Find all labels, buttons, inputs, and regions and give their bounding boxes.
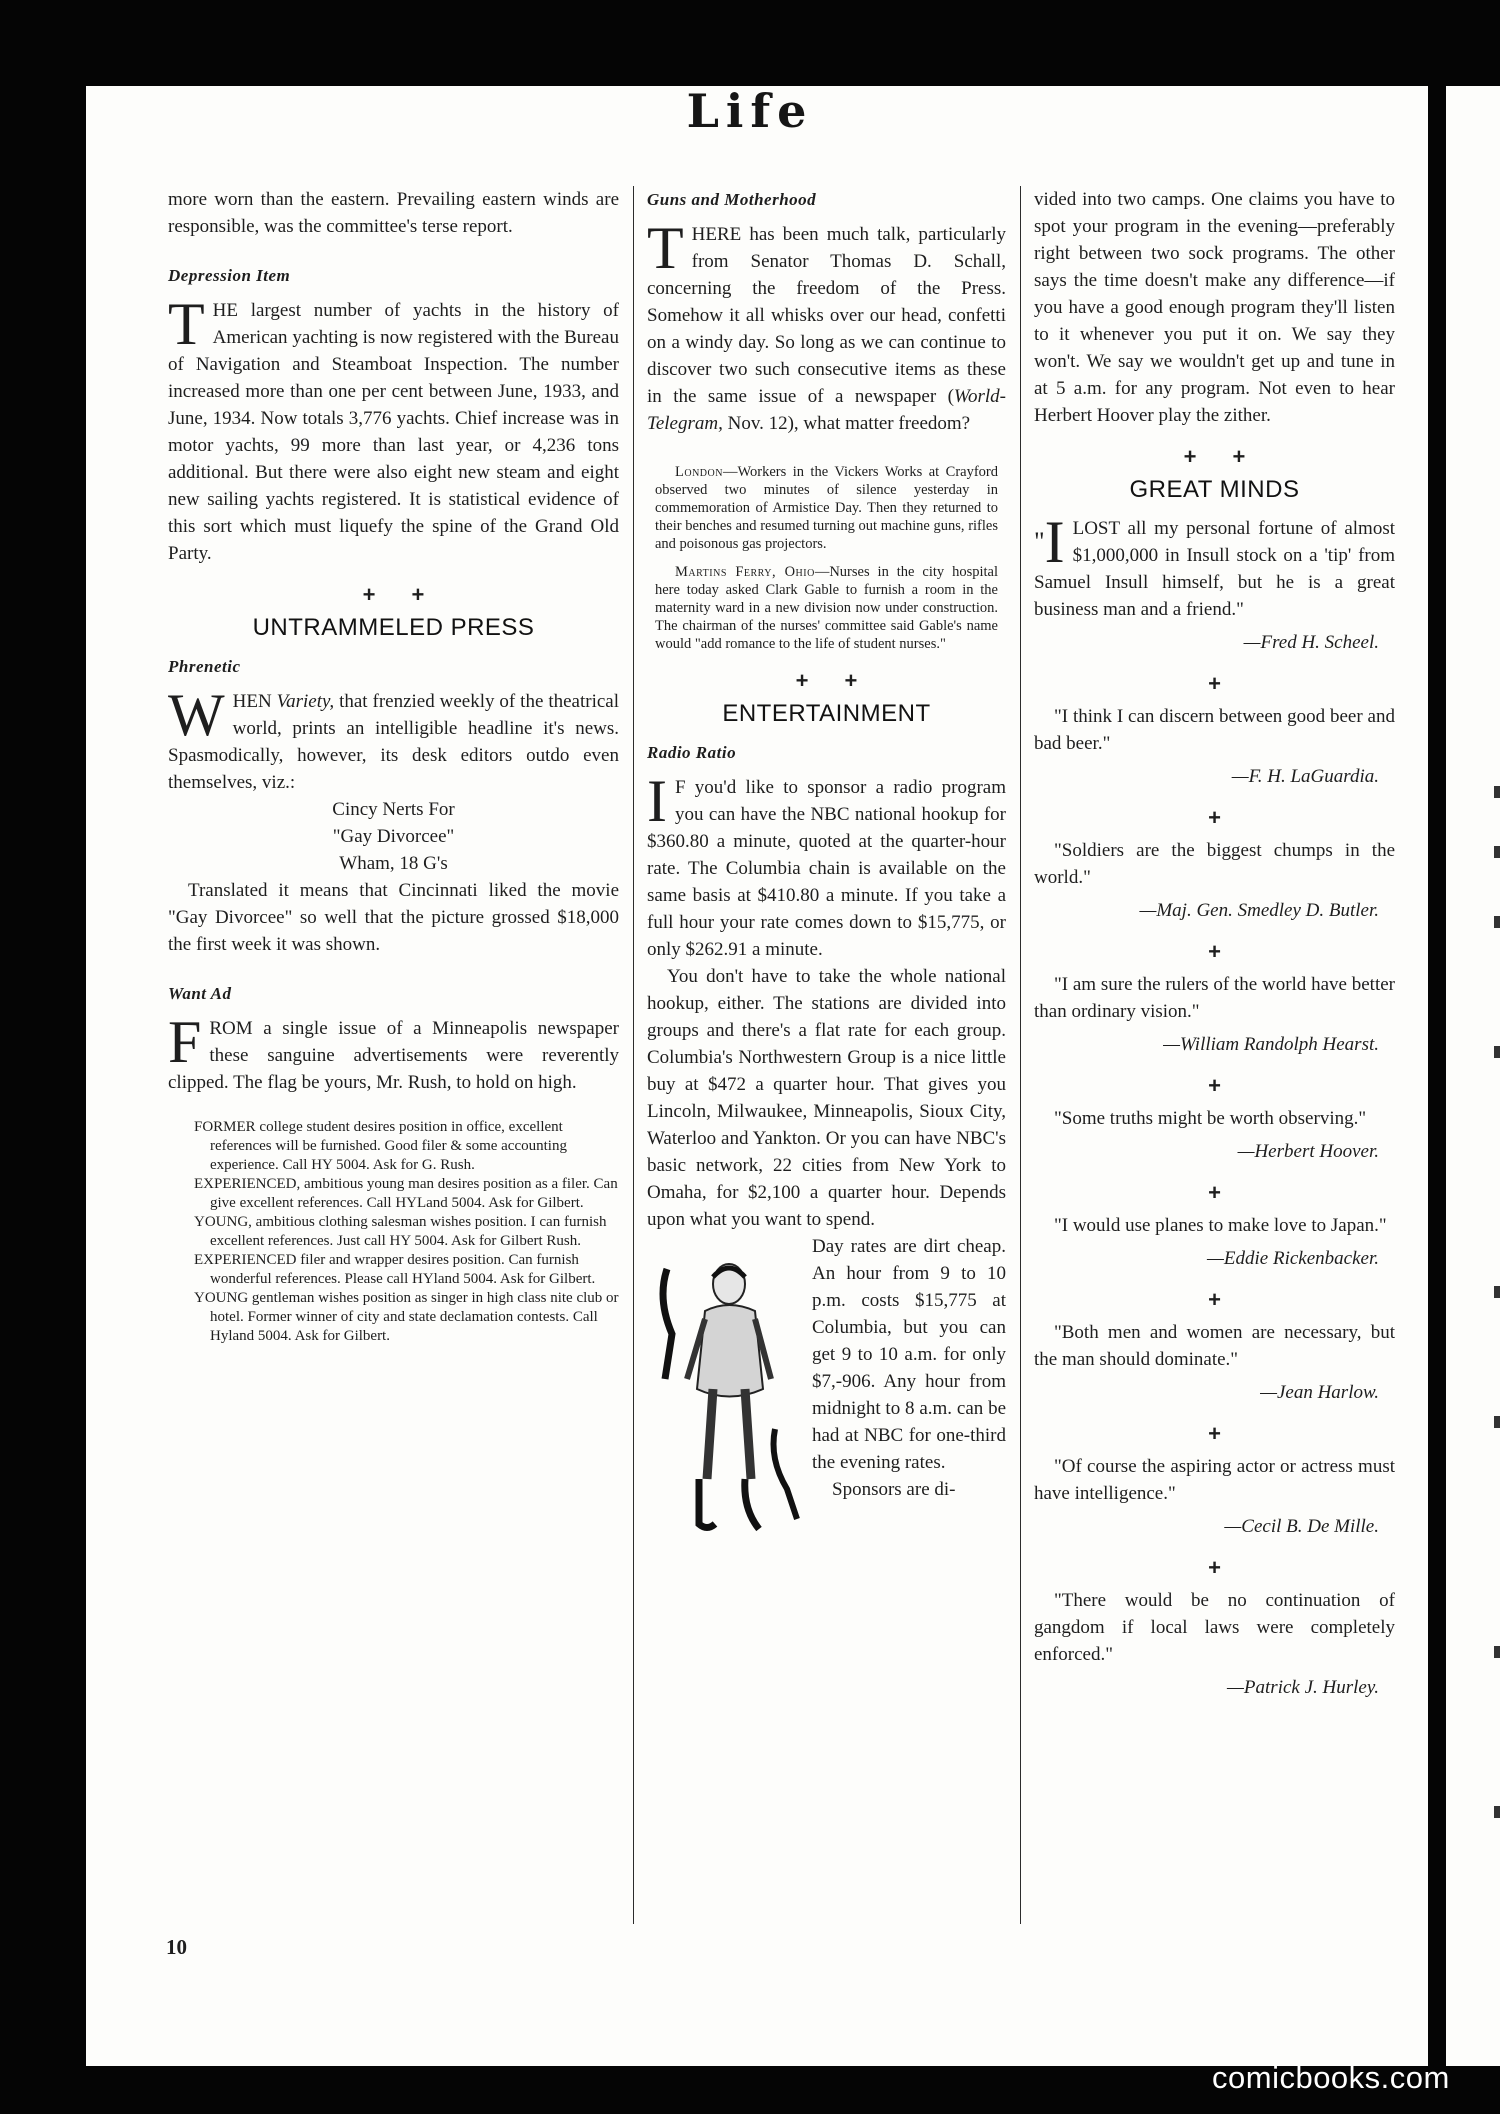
quote-divider: + [1208,1287,1221,1312]
phrenetic-body: WHEN Variety, that frenzied weekly of the theatrical world, prints an intelligible headline it's news. Spasmodically, however, its desk editors outdo even themselves, viz.: [168,682,619,793]
illustration-uniformed-man [647,1239,802,1539]
quote-attribution: —F. H. LaGuardia. [1231,766,1379,787]
heading-untrammeled-press: UNTRAMMELED PRESS [252,614,535,641]
quote-text: "I am sure the rulers of the world have better than ordinary vision." [1034,974,1395,1022]
carryover-text: more worn than the eastern. Prevailing eastern winds are responsible, was the committee's terse report. [168,189,619,237]
heading-entertainment: ENTERTAINMENT [722,700,931,727]
adjacent-page-edge [1446,86,1500,2066]
drop-cap: I [647,768,667,834]
subhead-guns-and-motherhood: Guns and Motherhood [647,190,817,209]
column-2 [647,186,1006,1539]
radio-ratio-body-4: Sponsors are di- [832,1479,956,1500]
quote-text: "I think I can discern between good beer and bad beer." [1034,706,1395,754]
quote-divider: + [1208,671,1221,696]
quote-scheel: "I LOST all my personal fortune of almost $1,000,000 in Insull stock on a 'tip' from Samuel Insull himself, but he is a great business man and a friend." [1034,509,1395,620]
drop-cap: F [168,1009,202,1075]
quote-attribution: —Maj. Gen. Smedley D. Butler. [1139,900,1379,921]
classified-ad: YOUNG gentleman wishes position as singer in high class nite club or hotel. Former winner of city and state declamation contests. Call Hyland 5004. Ask for Gilbert. [194,1290,619,1344]
headline-line: Wham, 18 G's [339,853,448,874]
heading-great-minds: GREAT MINDS [1129,476,1300,503]
radio-ratio-body: I F you'd like to sponsor a radio program you can have the NBC national hookup for $360.80 a minute, quoted at the quarter-hour rate. The Columbia chain is available on the same basis at $410.80 a minute. If you take a full hour your rate comes down to $15,775, or only $262.91 a minute. [647,768,1006,960]
quote-divider: + [1208,1073,1221,1098]
quote-attribution: —Eddie Rickenbacker. [1207,1248,1379,1269]
quote-divider: + [1208,805,1221,830]
column-1 [168,186,619,1346]
drop-cap: W [168,682,225,748]
quote-text: "There would be no continuation of gangdom if local laws were completely enforced." [1034,1590,1395,1665]
subhead-radio-ratio: Radio Ratio [647,743,737,762]
cartoon-figure-icon [647,1239,802,1539]
headline-line: Cincy Nerts For [332,799,455,820]
subhead-phrenetic: Phrenetic [168,657,241,676]
quote-divider: + [1208,1180,1221,1205]
column-3 [1034,186,1395,1701]
classified-ad: YOUNG, ambitious clothing salesman wishes position. I can furnish excellent references. Just call HY 5004. Ask for Gilbert Rush. [194,1214,607,1249]
quote-text: "Both men and women are necessary, but the man should dominate." [1034,1322,1395,1370]
section-divider: + + [362,582,425,607]
phrenetic-translation: Translated it means that Cincinnati liked the movie "Gay Divorcee" so well that the picture grossed $18,000 the first week it was shown. [168,880,619,955]
quote-attribution: —Herbert Hoover. [1237,1141,1379,1162]
quote-attribution: —Fred H. Scheel. [1243,632,1379,653]
masthead: Life [686,84,814,138]
section-divider: + + [1183,444,1246,469]
drop-cap: T [168,291,205,357]
site-watermark: comicbooks.com [1212,2060,1450,2095]
headline-line: "Gay Divorcee" [332,826,455,847]
clipping-london: London—Workers in the Vickers Works at Crayford observed two minutes of silence yesterday in commemoration of Armistice Day. Then they returned to their benches and resumed turning out machine guns, rifles and poisonous gas projectors. [655,464,998,552]
column-rule [1020,186,1021,1924]
quote-text: "Some truths might be worth observing." [1054,1108,1367,1129]
quote-divider: + [1208,1421,1221,1446]
quote-attribution: —Patrick J. Hurley. [1227,1677,1379,1698]
quote-attribution: —Jean Harlow. [1260,1382,1379,1403]
column-rule [633,186,634,1924]
radio-ratio-body-3: Day rates are dirt cheap. An hour from 9 to 10 p.m. costs $15,775 at Columbia, but you can get 9 to 10 a.m. for only $7,-906. Any hour from midnight to 8 a.m. can be had at NBC for one-third the evening rates. [812,1236,1006,1473]
depression-item-body: THE largest number of yachts in the history of American yachting is now registered with the Bureau of Navigation and Steamboat Inspection. The number increased more than one per cent between June, 1933, and June, 1934. Now totals 3,776 yachts. Chief increase was in motor yachts, 99 more than last year, or 4,236 tons additional. But there were also eight new steam and eight new sailing yachts registered. It is statistical evidence of this sort which must liquefy the spine of the Grand Old Party. [168,291,619,564]
subhead-depression-item: Depression Item [168,266,291,285]
carryover-text: vided into two camps. One claims you have to spot your program in the evening—preferably right between two sock programs. The other says the time doesn't make any difference—if you have a good enough program they'll listen to it whenever you put it on. We say they won't. We say we wouldn't get up and tune in at 5 a.m. for any program. Not even to hear Herbert Hoover play the zither. [1034,189,1395,426]
news-clippings [655,463,998,653]
classified-ads [194,1118,619,1346]
quote-divider: + [1208,939,1221,964]
radio-ratio-body-2: You don't have to take the whole national hookup, either. The stations are divided into groups and there's a flat rate for each group. Columbia's Northwestern Group is a nice little buy at $472 a quarter hour. That gives you Lincoln, Milwaukee, Minneapolis, Sioux City, Waterloo and Yankton. Or you can have NBC's basic network, 22 cities from New York to Omaha, for $2,100 a quarter hour. Depends upon what you want to spend. [647,966,1006,1230]
classified-ad: EXPERIENCED, ambitious young man desires position as a filer. Can give excellent references. Call HYLand 5004. Ask for Gilbert. [194,1176,618,1211]
clipping-martins-ferry: Martins Ferry, Ohio—Nurses in the city hospital here today asked Clark Gable to furnish a room in the maternity ward in a new division now under construction. The chairman of the nurses' committee said Gable's name would "add romance to the life of student nurses." [655,564,998,652]
quote-divider: + [1208,1555,1221,1580]
classified-ad: FORMER college student desires position in office, excellent references will be furnished. Good filer & some accounting experience. Call HY 5004. Ask for G. Rush. [194,1119,567,1173]
quote-text: "I would use planes to make love to Japan." [1054,1215,1387,1236]
quote-text: "Of course the aspiring actor or actress must have intelligence." [1034,1456,1395,1504]
section-divider: + + [795,668,858,693]
page-number: 10 [166,1935,187,1959]
guns-body: THERE has been much talk, particularly from Senator Thomas D. Schall, concerning the freedom of the Press. Somehow it all whisks over our head, confetti on a windy day. So long as we can continue to discover two such consecutive items as these in the same issue of a newspaper (World-Telegram, Nov. 12), what matter freedom? [647,215,1006,434]
want-ad-body: FROM a single issue of a Minneapolis newspaper these sanguine advertisements were reverently clipped. The flag be yours, Mr. Rush, to hold on high. [168,1009,619,1093]
subhead-want-ad: Want Ad [168,984,232,1003]
quote-text: "Soldiers are the biggest chumps in the world." [1034,840,1395,888]
quote-attribution: —William Randolph Hearst. [1163,1034,1379,1055]
drop-cap: "I [1034,509,1065,575]
classified-ad: EXPERIENCED filer and wrapper desires position. Can furnish wonderful references. Please call HYland 5004. Ask for Gilbert. [194,1252,596,1287]
drop-cap: T [647,215,684,281]
quote-attribution: —Cecil B. De Mille. [1224,1516,1379,1537]
